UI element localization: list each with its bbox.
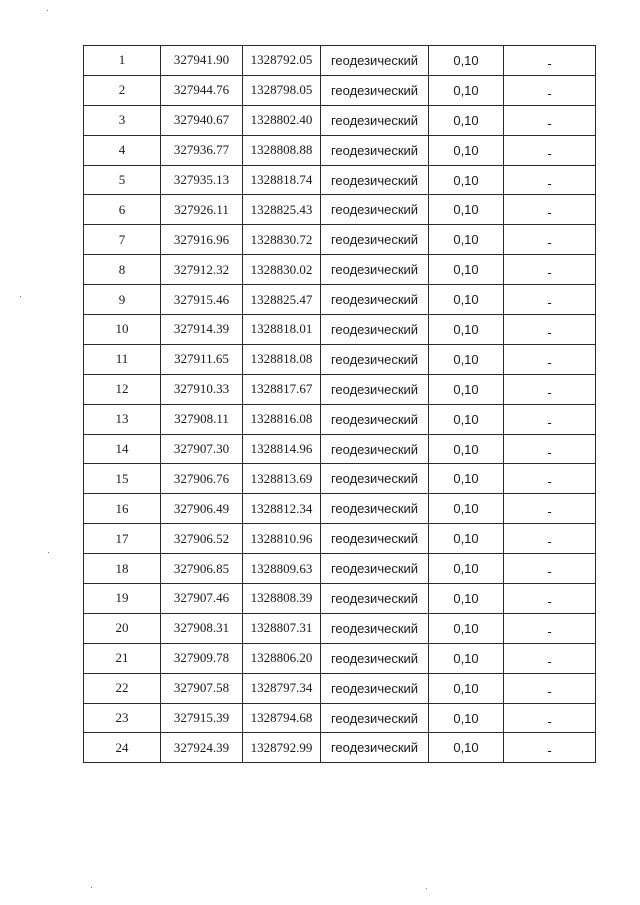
x-coordinate-cell: 327906.52 [161,524,243,554]
extra-value-cell [504,344,596,374]
table-row [84,434,596,464]
accuracy-cell: 0,10 [429,255,504,285]
table-row [84,344,596,374]
table-row [84,524,596,554]
extra-value-cell [504,315,596,345]
method-cell: геодезический [321,285,429,315]
point-number-cell: 14 [84,434,161,464]
scan-speck [20,296,21,297]
extra-value-text: - [547,683,552,699]
scan-speck [48,552,49,553]
extra-value-text: - [547,265,552,281]
extra-value-text: - [547,713,552,729]
x-coordinate-cell: 327914.39 [161,315,243,345]
method-cell: геодезический [321,135,429,165]
table-row [84,315,596,345]
extra-value-text: - [547,743,552,759]
table-row [84,285,596,315]
extra-value-cell [504,494,596,524]
table-row [84,75,596,105]
x-coordinate-cell: 327909.78 [161,643,243,673]
method-cell: геодезический [321,46,429,76]
extra-value-text: - [547,55,552,71]
x-coordinate-cell: 327935.13 [161,165,243,195]
y-coordinate-cell: 1328797.34 [243,673,321,703]
method-cell: геодезический [321,165,429,195]
accuracy-cell: 0,10 [429,494,504,524]
extra-value-cell [504,554,596,584]
accuracy-cell: 0,10 [429,613,504,643]
y-coordinate-cell: 1328802.40 [243,105,321,135]
x-coordinate-cell: 327915.39 [161,703,243,733]
method-cell: геодезический [321,434,429,464]
point-number-cell: 7 [84,225,161,255]
extra-value-cell [504,255,596,285]
extra-value-cell [504,733,596,763]
point-number-cell: 13 [84,404,161,434]
scan-speck [426,888,427,889]
table-row [84,374,596,404]
table-row [84,195,596,225]
accuracy-cell: 0,10 [429,195,504,225]
x-coordinate-cell: 327908.31 [161,613,243,643]
extra-value-text: - [547,235,552,251]
y-coordinate-cell: 1328794.68 [243,703,321,733]
accuracy-cell: 0,10 [429,46,504,76]
accuracy-cell: 0,10 [429,374,504,404]
accuracy-cell: 0,10 [429,285,504,315]
table-row [84,494,596,524]
accuracy-cell: 0,10 [429,643,504,673]
x-coordinate-cell: 327907.30 [161,434,243,464]
table-row [84,165,596,195]
method-cell: геодезический [321,703,429,733]
coordinates-table [83,45,596,763]
y-coordinate-cell: 1328813.69 [243,464,321,494]
extra-value-text: - [547,474,552,490]
accuracy-cell: 0,10 [429,703,504,733]
extra-value-cell [504,225,596,255]
point-number-cell: 4 [84,135,161,165]
accuracy-cell: 0,10 [429,464,504,494]
extra-value-text: - [547,295,552,311]
extra-value-text: - [547,623,552,639]
extra-value-text: - [547,414,552,430]
accuracy-cell: 0,10 [429,584,504,614]
extra-value-cell [504,643,596,673]
extra-value-cell [504,105,596,135]
extra-value-text: - [547,115,552,131]
accuracy-cell: 0,10 [429,673,504,703]
point-number-cell: 2 [84,75,161,105]
x-coordinate-cell: 327907.58 [161,673,243,703]
accuracy-cell: 0,10 [429,105,504,135]
extra-value-cell [504,584,596,614]
table-row [84,673,596,703]
extra-value-cell [504,613,596,643]
extra-value-cell [504,464,596,494]
y-coordinate-cell: 1328818.74 [243,165,321,195]
extra-value-text: - [547,324,552,340]
accuracy-cell: 0,10 [429,733,504,763]
extra-value-cell [504,165,596,195]
x-coordinate-cell: 327941.90 [161,46,243,76]
table-row [84,105,596,135]
x-coordinate-cell: 327924.39 [161,733,243,763]
extra-value-cell [504,285,596,315]
table-row [84,643,596,673]
method-cell: геодезический [321,584,429,614]
extra-value-text: - [547,175,552,191]
method-cell: геодезический [321,673,429,703]
method-cell: геодезический [321,75,429,105]
table-row [84,613,596,643]
point-number-cell: 22 [84,673,161,703]
table-row [84,464,596,494]
accuracy-cell: 0,10 [429,315,504,345]
extra-value-text: - [547,534,552,550]
accuracy-cell: 0,10 [429,75,504,105]
y-coordinate-cell: 1328810.96 [243,524,321,554]
y-coordinate-cell: 1328808.88 [243,135,321,165]
y-coordinate-cell: 1328792.99 [243,733,321,763]
coordinates-sheet [83,45,595,763]
extra-value-text: - [547,354,552,370]
x-coordinate-cell: 327910.33 [161,374,243,404]
extra-value-cell [504,46,596,76]
x-coordinate-cell: 327908.11 [161,404,243,434]
method-cell: геодезический [321,374,429,404]
extra-value-cell [504,524,596,554]
point-number-cell: 23 [84,703,161,733]
x-coordinate-cell: 327912.32 [161,255,243,285]
point-number-cell: 24 [84,733,161,763]
table-row [84,554,596,584]
point-number-cell: 9 [84,285,161,315]
accuracy-cell: 0,10 [429,225,504,255]
y-coordinate-cell: 1328818.08 [243,344,321,374]
extra-value-cell [504,673,596,703]
extra-value-text: - [547,444,552,460]
table-row [84,703,596,733]
x-coordinate-cell: 327906.49 [161,494,243,524]
y-coordinate-cell: 1328817.67 [243,374,321,404]
x-coordinate-cell: 327936.77 [161,135,243,165]
y-coordinate-cell: 1328798.05 [243,75,321,105]
point-number-cell: 6 [84,195,161,225]
extra-value-cell [504,703,596,733]
y-coordinate-cell: 1328814.96 [243,434,321,464]
extra-value-text: - [547,384,552,400]
x-coordinate-cell: 327911.65 [161,344,243,374]
extra-value-text: - [547,653,552,669]
method-cell: геодезический [321,105,429,135]
y-coordinate-cell: 1328808.39 [243,584,321,614]
y-coordinate-cell: 1328830.02 [243,255,321,285]
y-coordinate-cell: 1328830.72 [243,225,321,255]
method-cell: геодезический [321,344,429,374]
coordinates-table-body [84,46,596,763]
table-row [84,135,596,165]
point-number-cell: 21 [84,643,161,673]
x-coordinate-cell: 327940.67 [161,105,243,135]
table-row [84,584,596,614]
point-number-cell: 3 [84,105,161,135]
x-coordinate-cell: 327926.11 [161,195,243,225]
table-row [84,46,596,76]
extra-value-text: - [547,593,552,609]
method-cell: геодезический [321,464,429,494]
point-number-cell: 20 [84,613,161,643]
y-coordinate-cell: 1328812.34 [243,494,321,524]
scan-speck [47,10,48,11]
point-number-cell: 8 [84,255,161,285]
accuracy-cell: 0,10 [429,404,504,434]
table-row [84,225,596,255]
y-coordinate-cell: 1328809.63 [243,554,321,584]
method-cell: геодезический [321,613,429,643]
extra-value-text: - [547,205,552,221]
point-number-cell: 15 [84,464,161,494]
x-coordinate-cell: 327907.46 [161,584,243,614]
method-cell: геодезический [321,404,429,434]
table-row [84,733,596,763]
method-cell: геодезический [321,315,429,345]
point-number-cell: 16 [84,494,161,524]
method-cell: геодезический [321,195,429,225]
x-coordinate-cell: 327916.96 [161,225,243,255]
method-cell: геодезический [321,225,429,255]
method-cell: геодезический [321,524,429,554]
point-number-cell: 5 [84,165,161,195]
extra-value-cell [504,404,596,434]
extra-value-text: - [547,564,552,580]
accuracy-cell: 0,10 [429,554,504,584]
x-coordinate-cell: 327906.76 [161,464,243,494]
method-cell: геодезический [321,733,429,763]
extra-value-cell [504,195,596,225]
accuracy-cell: 0,10 [429,165,504,195]
extra-value-cell [504,135,596,165]
y-coordinate-cell: 1328818.01 [243,315,321,345]
x-coordinate-cell: 327906.85 [161,554,243,584]
point-number-cell: 1 [84,46,161,76]
accuracy-cell: 0,10 [429,524,504,554]
extra-value-cell [504,374,596,404]
x-coordinate-cell: 327915.46 [161,285,243,315]
table-row [84,404,596,434]
y-coordinate-cell: 1328806.20 [243,643,321,673]
x-coordinate-cell: 327944.76 [161,75,243,105]
scan-speck [91,887,92,888]
extra-value-text: - [547,504,552,520]
extra-value-text: - [547,85,552,101]
method-cell: геодезический [321,255,429,285]
method-cell: геодезический [321,554,429,584]
table-row [84,255,596,285]
point-number-cell: 17 [84,524,161,554]
y-coordinate-cell: 1328816.08 [243,404,321,434]
y-coordinate-cell: 1328825.47 [243,285,321,315]
accuracy-cell: 0,10 [429,135,504,165]
extra-value-cell [504,434,596,464]
point-number-cell: 10 [84,315,161,345]
point-number-cell: 19 [84,584,161,614]
method-cell: геодезический [321,643,429,673]
method-cell: геодезический [321,494,429,524]
accuracy-cell: 0,10 [429,434,504,464]
y-coordinate-cell: 1328792.05 [243,46,321,76]
extra-value-text: - [547,145,552,161]
accuracy-cell: 0,10 [429,344,504,374]
point-number-cell: 12 [84,374,161,404]
point-number-cell: 11 [84,344,161,374]
y-coordinate-cell: 1328825.43 [243,195,321,225]
extra-value-cell [504,75,596,105]
y-coordinate-cell: 1328807.31 [243,613,321,643]
point-number-cell: 18 [84,554,161,584]
